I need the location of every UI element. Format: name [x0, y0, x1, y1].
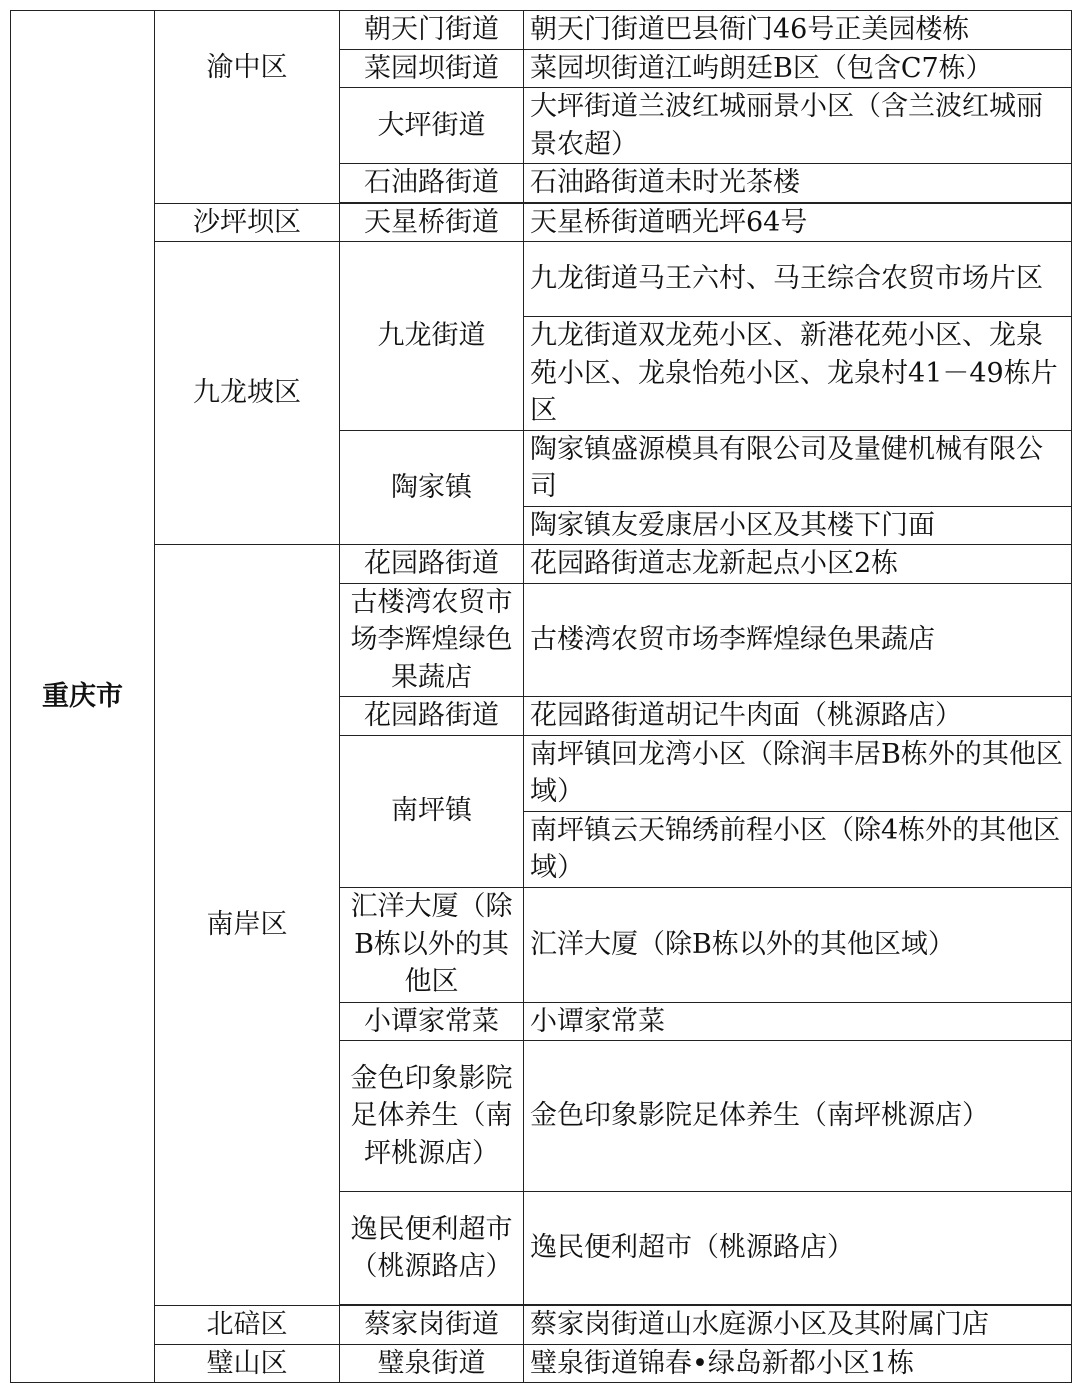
table-row [11, 203, 1072, 242]
street-name: 九龙街道 [340, 242, 524, 431]
outbreak-area-table [10, 10, 1072, 1383]
table-row [11, 242, 1072, 317]
area-name: 汇洋大厦（除B栋以外的其他区域） [524, 887, 1072, 1002]
street-name: 古楼湾农贸市场李辉煌绿色果蔬店 [340, 583, 524, 697]
area-name: 朝天门街道巴县衙门46号正美园楼栋 [524, 11, 1072, 50]
street-name: 花园路街道 [340, 545, 524, 584]
area-name: 古楼湾农贸市场李辉煌绿色果蔬店 [524, 583, 1072, 697]
district-name: 九龙坡区 [155, 242, 340, 545]
table-row [11, 545, 1072, 584]
area-name: 南坪镇回龙湾小区（除润丰居B栋外的其他区域） [524, 735, 1072, 811]
street-name: 小谭家常菜 [340, 1002, 524, 1041]
street-name: 南坪镇 [340, 735, 524, 887]
area-name: 花园路街道志龙新起点小区2栋 [524, 545, 1072, 584]
table-row [11, 11, 1072, 50]
street-name: 金色印象影院足体养生（南坪桃源店） [340, 1041, 524, 1192]
street-name: 蔡家岗街道 [340, 1306, 524, 1345]
district-name: 南岸区 [155, 545, 340, 1306]
area-name: 璧泉街道锦春•绿岛新都小区1栋 [524, 1344, 1072, 1383]
street-name: 天星桥街道 [340, 203, 524, 242]
street-name: 石油路街道 [340, 164, 524, 203]
district-name: 沙坪坝区 [155, 203, 340, 242]
street-name: 朝天门街道 [340, 11, 524, 50]
area-name: 石油路街道未时光茶楼 [524, 164, 1072, 203]
area-name: 大坪街道兰波红城丽景小区（含兰波红城丽景农超） [524, 88, 1072, 164]
area-name: 菜园坝街道江屿朗廷B区（包含C7栋） [524, 49, 1072, 88]
street-name: 汇洋大厦（除B栋以外的其他区 [340, 887, 524, 1002]
area-name: 九龙街道双龙苑小区、新港花苑小区、龙泉苑小区、龙泉怡苑小区、龙泉村41－49栋片区 [524, 317, 1072, 431]
city-cell: 重庆市 [11, 11, 155, 1383]
street-name: 璧泉街道 [340, 1344, 524, 1383]
street-name: 菜园坝街道 [340, 49, 524, 88]
area-name: 陶家镇盛源模具有限公司及量健机械有限公司 [524, 430, 1072, 506]
street-name: 逸民便利超市（桃源路店） [340, 1192, 524, 1305]
area-name: 天星桥街道晒光坪64号 [524, 203, 1072, 242]
area-name: 南坪镇云天锦绣前程小区（除4栋外的其他区域） [524, 811, 1072, 887]
district-name: 璧山区 [155, 1344, 340, 1383]
table-row [11, 1306, 1072, 1345]
area-name: 花园路街道胡记牛肉面（桃源路店） [524, 697, 1072, 736]
area-name: 九龙街道马王六村、马王综合农贸市场片区 [524, 242, 1072, 317]
street-name: 大坪街道 [340, 88, 524, 164]
area-name: 蔡家岗街道山水庭源小区及其附属门店 [524, 1306, 1072, 1345]
street-name: 花园路街道 [340, 697, 524, 736]
area-name: 逸民便利超市（桃源路店） [524, 1192, 1072, 1305]
district-name: 北碚区 [155, 1306, 340, 1345]
district-name: 渝中区 [155, 11, 340, 204]
area-name: 金色印象影院足体养生（南坪桃源店） [524, 1041, 1072, 1192]
area-name: 陶家镇友爱康居小区及其楼下门面 [524, 506, 1072, 545]
street-name: 陶家镇 [340, 430, 524, 545]
area-name: 小谭家常菜 [524, 1002, 1072, 1041]
